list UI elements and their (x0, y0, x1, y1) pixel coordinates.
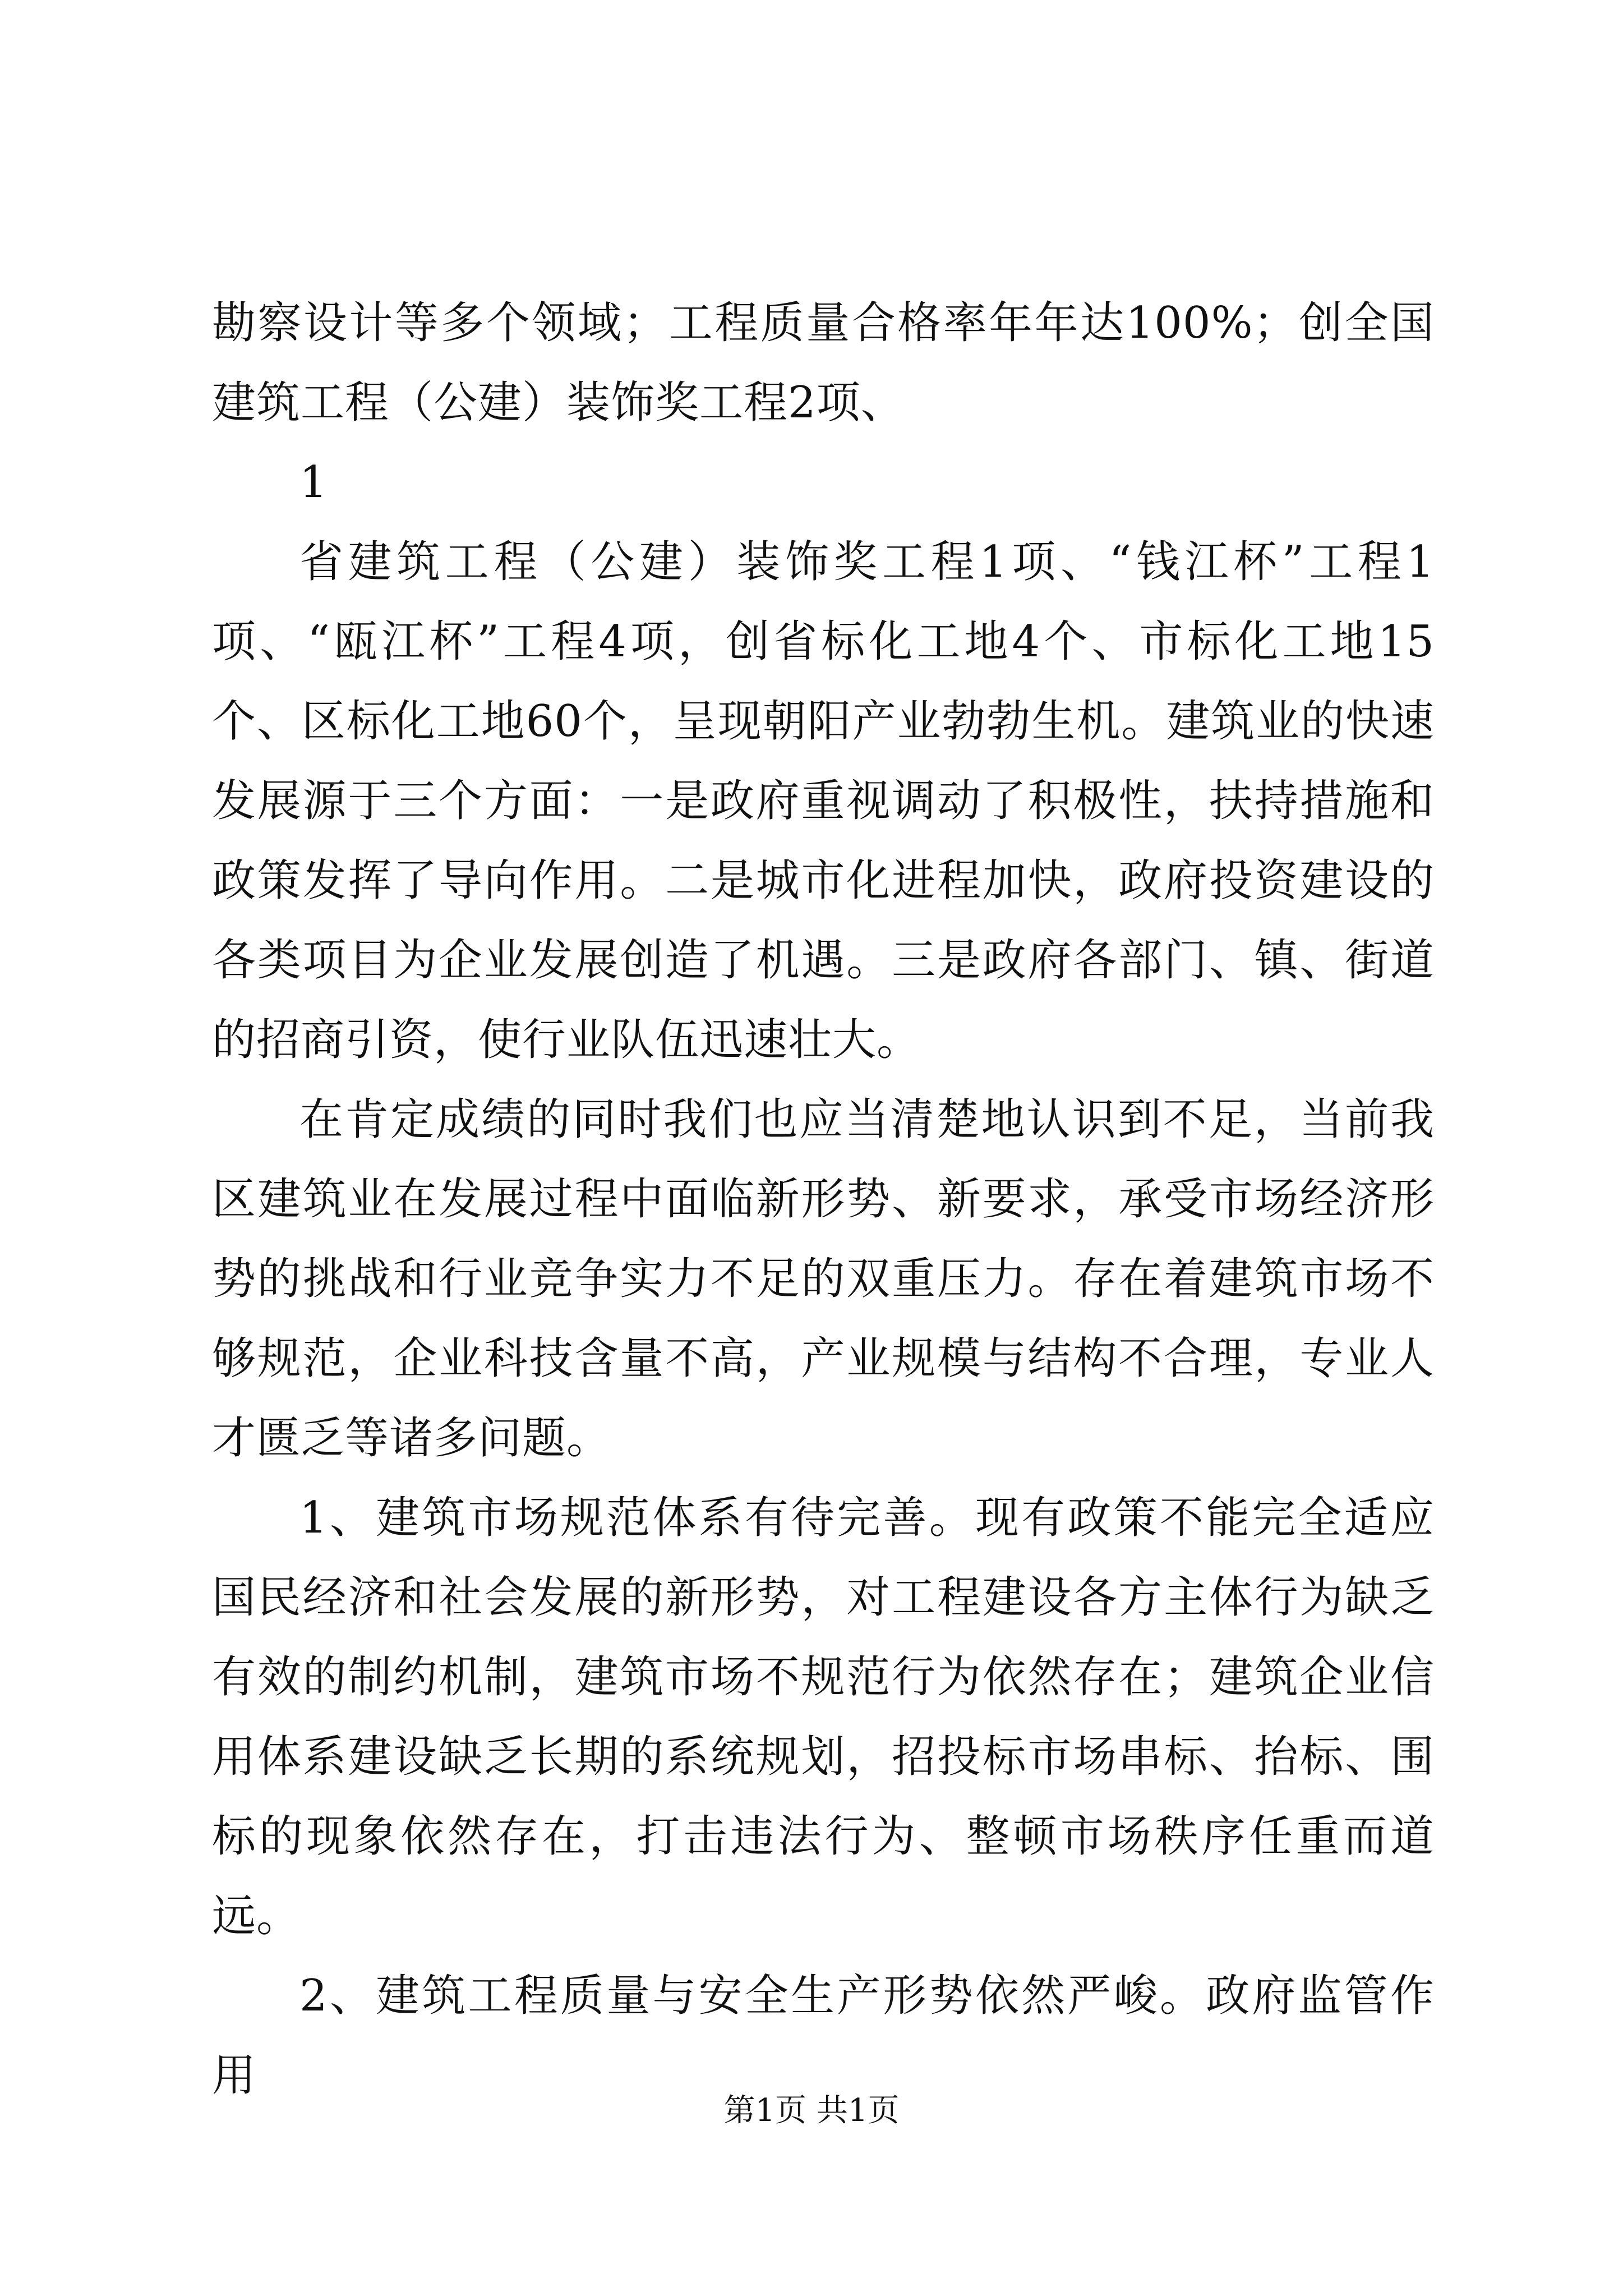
paragraph-shortcomings: 在肯定成绩的同时我们也应当清楚地认识到不足，当前我区建筑业在发展过程中面临新形势、新要求，承受市场经济形势的挑战和行业竞争实力不足的双重压力。存在着建筑市场不够规范，企业科技含量不高，产业规模与结构不合理，专业人才匮乏等诸多问题。 (212, 1094, 1435, 1464)
inline-page-number: 1 (299, 457, 328, 508)
paragraph-continued: 勘察设计等多个领域；工程质量合格率年年达100%；创全国建筑工程（公建）装饰奖工程2项、 (212, 298, 1435, 428)
page-footer: 第1页 共1页 (723, 2092, 900, 2129)
paragraph-item-2: 2、建筑工程质量与安全生产形势依然严峻。政府监管作用 (212, 1971, 1435, 2101)
paragraph-item-1: 1、建筑市场规范体系有待完善。现有政策不能完全适应国民经济和社会发展的新形势，对工程建设各方主体行为缺乏有效的制约机制，建筑市场不规范行为依然存在；建筑企业信用体系建设缺乏长期的系统规划，招投标市场串标、抬标、围标的现象依然存在，打击违法行为、整顿市场秩序任重而道远。 (212, 1493, 1435, 1941)
paragraph-achievements: 省建筑工程（公建）装饰奖工程1项、“钱江杯”工程1项、“瓯江杯”工程4项，创省标化工地4个、市标化工地15个、区标化工地60个，呈现朝阳产业勃勃生机。建筑业的快速发展源于三个方面：一是政府重视调动了积极性，扶持措施和政策发挥了导向作用。二是城市化进程加快，政府投资建设的各类项目为企业发展创造了机遇。三是政府各部门、镇、街道的招商引资，使行业队伍迅速壮大。 (212, 537, 1435, 1065)
document-body (212, 283, 1435, 2115)
